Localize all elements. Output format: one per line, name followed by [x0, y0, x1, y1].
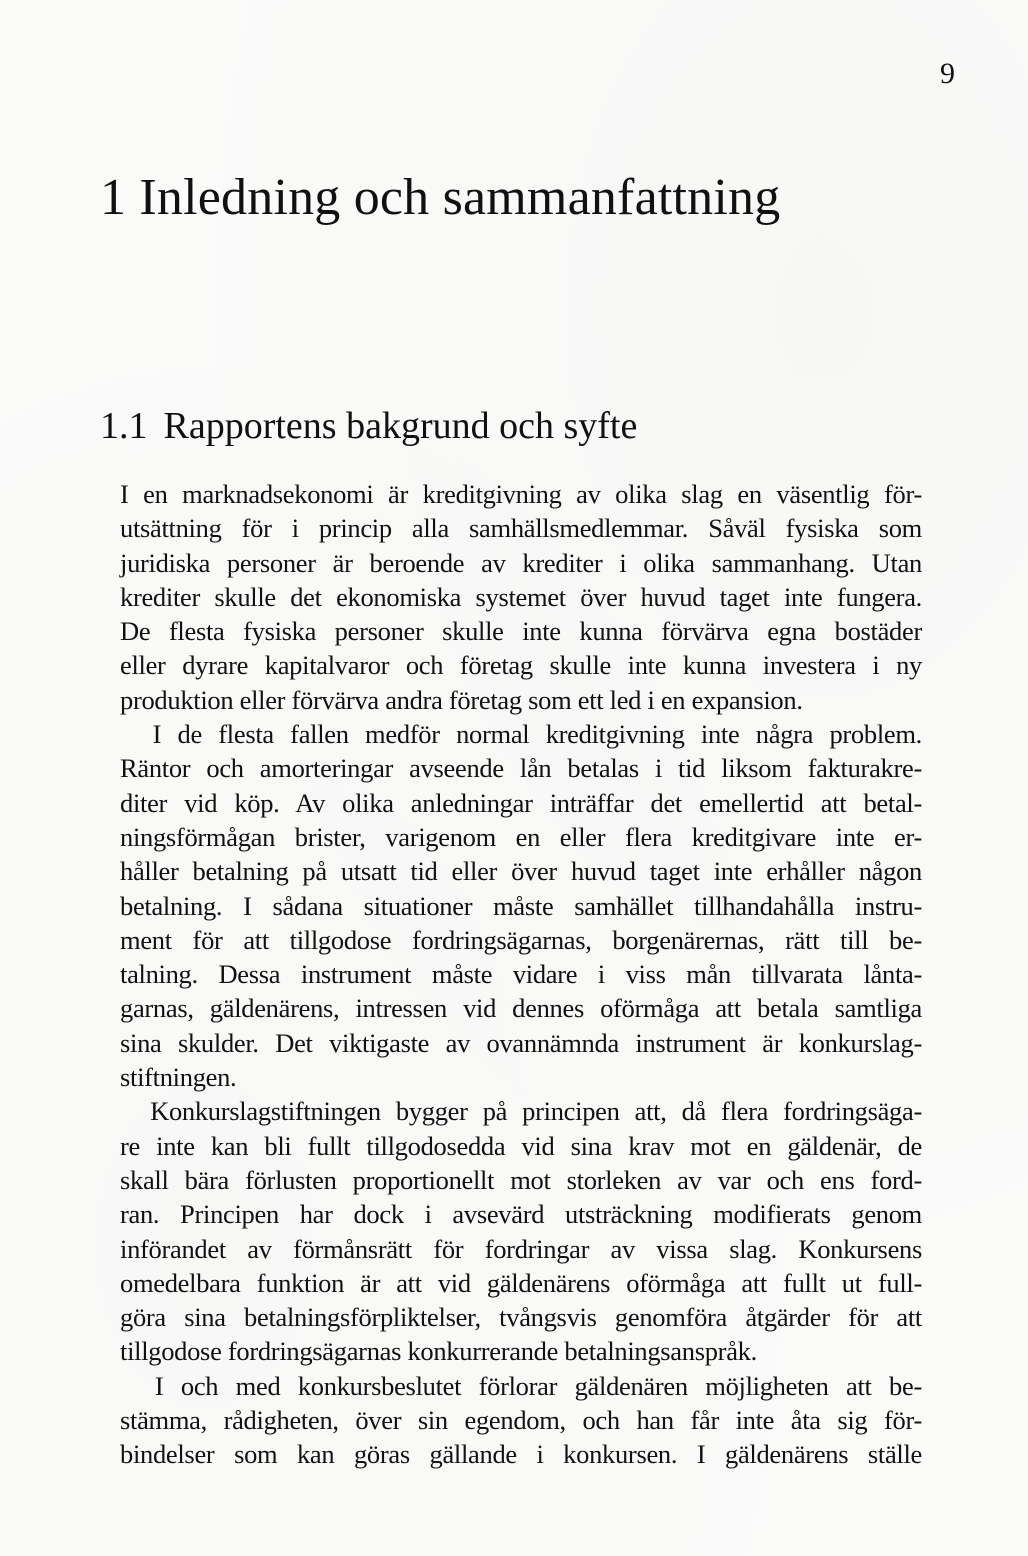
text-line: håller betalning på utsatt tid eller över huvud taget inte erhåller någon [120, 856, 922, 887]
paragraph [120, 1094, 922, 1368]
text-line: talning. Dessa instrument måste vidare i viss mån tillvarata lånta- [120, 959, 922, 990]
section-heading [100, 402, 637, 450]
paragraph [120, 1369, 922, 1472]
text-line: stiftningen. [120, 1062, 237, 1093]
section-title: Rapportens bakgrund och syfte [163, 405, 638, 447]
text-line: omedelbara funktion är att vid gäldenärens oförmåga att fullt ut full- [120, 1267, 922, 1298]
section-number: 1.1 [100, 405, 148, 447]
text-line: tillgodose fordringsägarnas konkurrerande betalningsanspråk. [120, 1336, 757, 1367]
text-line: De flesta fysiska personer skulle inte kunna förvärva egna bostäder [120, 616, 922, 647]
body-text [120, 477, 922, 1472]
text-line: krediter skulle det ekonomiska systemet över huvud taget inte fungera. [120, 581, 922, 612]
text-line: eller dyrare kapitalvaror och företag skulle inte kunna investera i ny [120, 650, 922, 681]
paragraph [120, 477, 922, 717]
text-line: utsättning för i princip alla samhällsmedlemmar. Såväl fysiska som [120, 513, 922, 544]
text-line: stämma, rådigheten, över sin egendom, och han får inte åta sig för- [120, 1405, 922, 1436]
text-line: I de flesta fallen medför normal kreditgivning inte några problem. [120, 719, 922, 750]
text-line: betalning. I sådana situationer måste samhället tillhandahålla instru- [120, 890, 922, 921]
text-line: ningsförmågan brister, varigenom en eller flera kreditgivare inte er- [120, 821, 922, 852]
text-line: juridiska personer är beroende av krediter i olika sammanhang. Utan [120, 547, 922, 578]
chapter-title: 1 Inledning och sammanfattning [100, 169, 781, 226]
text-line: göra sina betalningsförpliktelser, tvångsvis genomföra åtgärder för att [120, 1302, 922, 1333]
text-line: I en marknadsekonomi är kreditgivning av olika slag en väsentlig för- [120, 479, 922, 509]
text-line: bindelser som kan göras gällande i konkursen. I gäldenärens ställe [120, 1439, 922, 1470]
text-line: garnas, gäldenärens, intressen vid dennes oförmåga att betala samtliga [120, 993, 922, 1024]
text-line: ran. Principen har dock i avsevärd utsträckning modifierats genom [120, 1199, 922, 1230]
text-line: sina skulder. Det viktigaste av ovannämnda instrument är konkurslag- [120, 1027, 922, 1058]
text-line: diter vid köp. Av olika anledningar inträffar det emellertid att betal- [120, 787, 922, 818]
text-line: skall bära förlusten proportionellt mot storleken av var och ens ford- [120, 1164, 922, 1195]
text-line: införandet av förmånsrätt för fordringar av vissa slag. Konkursens [120, 1233, 922, 1264]
text-line: Räntor och amorteringar avseende lån betalas i tid liksom fakturakre- [120, 753, 922, 784]
text-line: ment för att tillgodose fordringsägarnas, borgenärernas, rätt till be- [120, 924, 922, 955]
paragraph [120, 717, 922, 1094]
text-line: re inte kan bli fullt tillgodosedda vid sina krav mot en gäldenär, de [120, 1130, 922, 1161]
page-number: 9 [940, 57, 955, 90]
text-line: Konkurslagstiftningen bygger på principen att, då flera fordringsäga- [120, 1096, 922, 1127]
text-line: I och med konkursbeslutet förlorar gäldenären möjligheten att be- [120, 1370, 922, 1401]
text-line: produktion eller förvärva andra företag som ett led i en expansion. [120, 684, 803, 715]
